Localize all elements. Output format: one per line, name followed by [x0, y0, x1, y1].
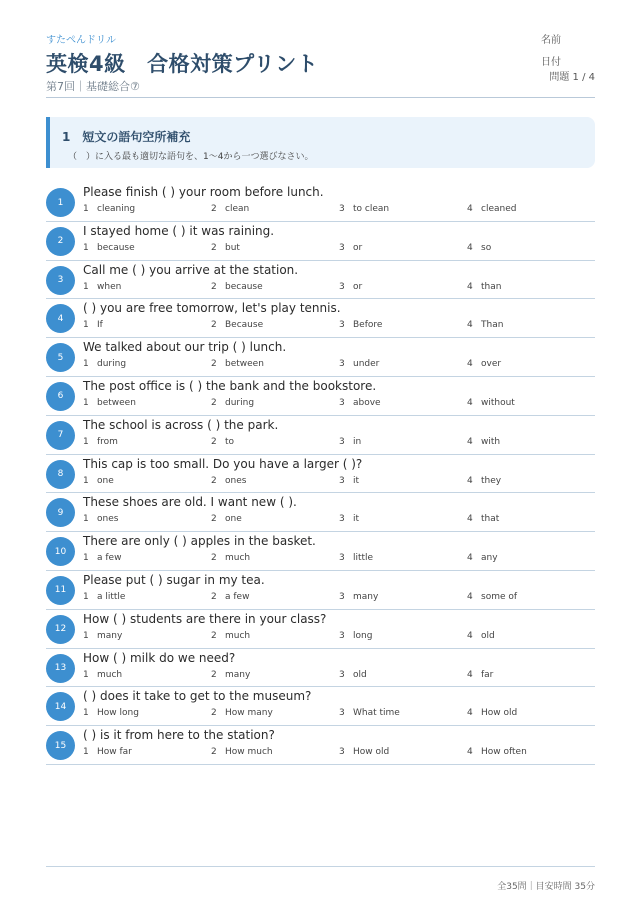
option-text: old	[353, 669, 367, 680]
question-row	[46, 377, 595, 416]
option-number: 3	[339, 320, 345, 331]
question-stem: There are only ( ) apples in the basket.	[83, 534, 316, 549]
option-text: to clean	[353, 204, 390, 214]
answer-option-4[interactable]	[467, 670, 493, 680]
option-text: How long	[97, 708, 139, 719]
option-text: a few	[225, 591, 250, 602]
question-row	[46, 610, 595, 649]
answer-option-1[interactable]	[83, 708, 139, 718]
option-number: 2	[211, 514, 217, 525]
option-number: 2	[211, 242, 217, 253]
question-row	[46, 183, 595, 222]
option-text: when	[97, 281, 122, 292]
option-text: over	[481, 359, 502, 370]
option-number: 1	[83, 591, 89, 602]
option-text: Than	[481, 320, 504, 331]
question-stem: These shoes are old. I want new ( ).	[83, 495, 297, 510]
section-number: 1	[62, 130, 71, 144]
answer-options	[83, 514, 595, 527]
question-stem: Please put ( ) sugar in my tea.	[83, 572, 265, 587]
answer-options	[83, 747, 595, 760]
question-stem: ( ) you are free tomorrow, let's play tennis.	[83, 301, 341, 316]
answer-option-1[interactable]	[83, 631, 122, 641]
option-text: than	[481, 281, 502, 292]
question-number-badge: 8	[46, 460, 75, 489]
answer-option-2[interactable]	[211, 514, 242, 524]
option-number: 4	[467, 397, 473, 408]
option-text: from	[97, 436, 118, 447]
option-text: much	[225, 553, 251, 564]
option-text: it	[353, 514, 360, 525]
answer-option-4[interactable]	[467, 631, 495, 641]
question-stem: The post office is ( ) the bank and the bookstore.	[83, 378, 377, 393]
question-row	[46, 532, 595, 571]
answer-option-3[interactable]	[339, 204, 389, 214]
option-text: some of	[481, 591, 518, 602]
answer-options	[83, 708, 595, 721]
option-number: 1	[83, 708, 89, 719]
answer-option-4[interactable]	[467, 553, 498, 563]
option-text: between	[97, 397, 136, 408]
question-number-badge: 2	[46, 227, 75, 256]
option-text: ones	[97, 514, 119, 525]
answer-option-2[interactable]	[211, 476, 246, 486]
answer-option-2[interactable]	[211, 708, 273, 718]
option-number: 1	[83, 553, 89, 564]
option-text: clean	[225, 204, 250, 214]
answer-option-3[interactable]	[339, 476, 359, 486]
answer-option-2[interactable]	[211, 553, 250, 563]
option-number: 4	[467, 553, 473, 564]
option-text: or	[353, 242, 363, 253]
option-number: 1	[83, 320, 89, 331]
option-text: How much	[225, 747, 273, 758]
answer-option-1[interactable]	[83, 670, 122, 680]
answer-option-2[interactable]	[211, 747, 273, 757]
option-number: 2	[211, 747, 217, 758]
option-text: in	[353, 436, 362, 447]
option-text: many	[353, 591, 379, 602]
option-number: 3	[339, 514, 345, 525]
option-text: with	[481, 436, 501, 447]
section-title-text: 短文の語句空所補充	[82, 130, 191, 144]
question-number-badge: 12	[46, 615, 75, 644]
option-text: many	[97, 630, 123, 641]
option-number: 4	[467, 359, 473, 370]
question-row	[46, 571, 595, 610]
option-text: because	[97, 242, 135, 253]
question-row	[46, 493, 595, 532]
section-instruction: （ ）に入る最も適切な語句を、1〜4から一つ選びなさい。	[68, 152, 314, 162]
option-number: 3	[339, 475, 345, 486]
answer-options	[83, 359, 595, 372]
answer-options	[83, 592, 595, 605]
answer-option-2[interactable]	[211, 359, 264, 369]
option-number: 2	[211, 436, 217, 447]
option-text: one	[225, 514, 242, 525]
option-number: 3	[339, 747, 345, 758]
answer-option-3[interactable]	[339, 670, 367, 680]
answer-option-4[interactable]	[467, 592, 517, 602]
date-label: 日付	[541, 57, 561, 68]
option-number: 2	[211, 320, 217, 331]
option-number: 2	[211, 397, 217, 408]
option-text: ones	[225, 475, 247, 486]
option-number: 2	[211, 553, 217, 564]
question-stem: How ( ) students are there in your class?	[83, 611, 327, 626]
answer-option-2[interactable]	[211, 282, 263, 292]
answer-options	[83, 398, 595, 411]
page-subtitle: 第7回｜基礎総合⑦	[46, 80, 140, 93]
option-number: 1	[83, 281, 89, 292]
option-text: without	[481, 397, 515, 408]
answer-option-1[interactable]	[83, 476, 114, 486]
question-number-badge: 15	[46, 731, 75, 760]
answer-options	[83, 243, 595, 256]
answer-option-2[interactable]	[211, 204, 249, 214]
option-text: it	[353, 475, 360, 486]
question-number-badge: 11	[46, 576, 75, 605]
option-number: 3	[339, 204, 345, 214]
answer-option-2[interactable]	[211, 631, 250, 641]
option-number: 3	[339, 397, 345, 408]
worksheet-header	[46, 28, 595, 98]
answer-options	[83, 320, 595, 333]
option-number: 2	[211, 669, 217, 680]
answer-option-4[interactable]	[467, 437, 500, 447]
option-number: 4	[467, 320, 473, 331]
brand-label: すたぺんドリル	[46, 35, 116, 46]
answer-option-1[interactable]	[83, 204, 135, 214]
answer-options	[83, 631, 595, 644]
answer-option-2[interactable]	[211, 437, 234, 447]
option-text: How old	[353, 747, 390, 758]
option-text: under	[353, 359, 380, 370]
question-stem: We talked about our trip ( ) lunch.	[83, 340, 287, 355]
option-number: 1	[83, 397, 89, 408]
option-text: or	[353, 281, 363, 292]
question-stem: Call me ( ) you arrive at the station.	[83, 262, 299, 277]
option-text: one	[97, 475, 114, 486]
answer-option-1[interactable]	[83, 359, 126, 369]
option-text: they	[481, 475, 502, 486]
answer-option-1[interactable]	[83, 514, 118, 524]
answer-options	[83, 670, 595, 683]
option-text: cleaning	[97, 204, 136, 214]
answer-option-3[interactable]	[339, 437, 361, 447]
question-stem: This cap is too small. Do you have a larger ( )?	[83, 456, 363, 471]
answer-option-1[interactable]	[83, 437, 118, 447]
option-text: during	[97, 359, 127, 370]
option-text: cleaned	[481, 204, 517, 214]
answer-option-3[interactable]	[339, 631, 372, 641]
answer-option-2[interactable]	[211, 398, 254, 408]
option-number: 4	[467, 708, 473, 719]
question-number-badge: 9	[46, 498, 75, 527]
option-number: 4	[467, 204, 473, 214]
option-number: 3	[339, 630, 345, 641]
question-row	[46, 338, 595, 377]
option-number: 4	[467, 747, 473, 758]
option-text: long	[353, 630, 373, 641]
question-number-badge: 6	[46, 382, 75, 411]
answer-options	[83, 282, 595, 295]
section-banner	[46, 117, 595, 168]
option-number: 3	[339, 708, 345, 719]
option-text: little	[353, 553, 374, 564]
question-number-badge: 3	[46, 266, 75, 295]
answer-option-1[interactable]	[83, 553, 121, 563]
question-row	[46, 649, 595, 688]
option-text: much	[97, 669, 123, 680]
question-row	[46, 455, 595, 494]
option-text: that	[481, 514, 500, 525]
option-number: 3	[339, 436, 345, 447]
question-stem: ( ) is it from here to the station?	[83, 728, 275, 743]
question-row	[46, 261, 595, 300]
answer-option-4[interactable]	[467, 747, 527, 757]
question-number-badge: 4	[46, 304, 75, 333]
option-number: 4	[467, 281, 473, 292]
answer-options	[83, 476, 595, 489]
option-number: 2	[211, 591, 217, 602]
answer-option-4[interactable]	[467, 282, 501, 292]
question-number-badge: 13	[46, 654, 75, 683]
option-number: 2	[211, 281, 217, 292]
option-text: so	[481, 242, 492, 253]
option-number: 4	[467, 242, 473, 253]
section-title	[62, 128, 190, 145]
answer-option-1[interactable]	[83, 320, 103, 330]
option-text: much	[225, 630, 251, 641]
option-text: above	[353, 397, 381, 408]
question-number-badge: 5	[46, 343, 75, 372]
answer-option-1[interactable]	[83, 282, 121, 292]
option-number: 1	[83, 359, 89, 370]
question-stem: ( ) does it take to get to the museum?	[83, 689, 312, 704]
option-text: How far	[97, 747, 132, 758]
option-text: What time	[353, 708, 400, 719]
option-text: a little	[97, 591, 126, 602]
answer-option-3[interactable]	[339, 398, 381, 408]
option-text: If	[97, 320, 103, 331]
option-number: 3	[339, 669, 345, 680]
answer-options	[83, 437, 595, 450]
option-number: 2	[211, 475, 217, 486]
page-indicator: 問題 1 / 4	[549, 72, 595, 83]
option-number: 4	[467, 436, 473, 447]
question-number-badge: 14	[46, 692, 75, 721]
option-text: How often	[481, 747, 527, 758]
option-number: 4	[467, 514, 473, 525]
answer-option-3[interactable]	[339, 553, 373, 563]
option-number: 4	[467, 669, 473, 680]
option-number: 1	[83, 669, 89, 680]
question-row	[46, 299, 595, 338]
answer-option-1[interactable]	[83, 592, 125, 602]
option-number: 1	[83, 436, 89, 447]
option-number: 3	[339, 281, 345, 292]
answer-option-3[interactable]	[339, 708, 400, 718]
answer-options	[83, 204, 595, 217]
question-number-badge: 10	[46, 537, 75, 566]
option-number: 1	[83, 514, 89, 525]
answer-option-1[interactable]	[83, 747, 132, 757]
answer-option-1[interactable]	[83, 243, 135, 253]
answer-option-2[interactable]	[211, 243, 240, 253]
option-number: 1	[83, 630, 89, 641]
question-number-badge: 1	[46, 188, 75, 217]
option-number: 1	[83, 204, 89, 214]
answer-option-4[interactable]	[467, 514, 499, 524]
option-text: many	[225, 669, 251, 680]
option-text: any	[481, 553, 498, 564]
question-stem: I stayed home ( ) it was raining.	[83, 223, 275, 238]
option-number: 3	[339, 553, 345, 564]
answer-option-3[interactable]	[339, 282, 362, 292]
question-row	[46, 222, 595, 261]
answer-option-4[interactable]	[467, 708, 517, 718]
answer-option-2[interactable]	[211, 592, 249, 602]
answer-option-2[interactable]	[211, 670, 250, 680]
question-stem: Please finish ( ) your room before lunch.	[83, 185, 324, 199]
option-number: 4	[467, 591, 473, 602]
answer-option-4[interactable]	[467, 204, 516, 214]
option-number: 2	[211, 708, 217, 719]
option-text: Because	[225, 320, 264, 331]
option-text: during	[225, 397, 255, 408]
question-row	[46, 687, 595, 726]
answer-option-4[interactable]	[467, 243, 491, 253]
answer-option-1[interactable]	[83, 398, 136, 408]
question-number-badge: 7	[46, 421, 75, 450]
option-text: between	[225, 359, 264, 370]
page-title: 英検4級 合格対策プリント	[46, 52, 319, 76]
answer-option-3[interactable]	[339, 243, 362, 253]
option-text: How many	[225, 708, 273, 719]
answer-option-4[interactable]	[467, 476, 501, 486]
answer-option-3[interactable]	[339, 747, 389, 757]
option-number: 2	[211, 630, 217, 641]
option-text: to	[225, 436, 235, 447]
question-row	[46, 726, 595, 765]
page-footer	[46, 866, 595, 892]
option-number: 3	[339, 591, 345, 602]
option-number: 1	[83, 747, 89, 758]
option-text: a few	[97, 553, 122, 564]
option-number: 1	[83, 475, 89, 486]
option-text: but	[225, 242, 240, 253]
question-list	[46, 183, 595, 765]
option-text: far	[481, 669, 494, 680]
option-number: 3	[339, 359, 345, 370]
answer-option-2[interactable]	[211, 320, 263, 330]
option-number: 2	[211, 359, 217, 370]
option-number: 4	[467, 475, 473, 486]
answer-options	[83, 553, 595, 566]
answer-option-4[interactable]	[467, 398, 515, 408]
option-text: old	[481, 630, 495, 641]
answer-option-4[interactable]	[467, 359, 501, 369]
question-row	[46, 416, 595, 455]
option-text: How old	[481, 708, 518, 719]
option-number: 4	[467, 630, 473, 641]
option-text: because	[225, 281, 263, 292]
option-number: 3	[339, 242, 345, 253]
name-label: 名前	[541, 35, 561, 46]
answer-option-4[interactable]	[467, 320, 503, 330]
option-number: 1	[83, 242, 89, 253]
question-stem: The school is across ( ) the park.	[83, 417, 279, 432]
answer-option-3[interactable]	[339, 592, 378, 602]
option-text: Before	[353, 320, 383, 331]
answer-option-3[interactable]	[339, 514, 359, 524]
question-stem: How ( ) milk do we need?	[83, 650, 236, 665]
answer-option-3[interactable]	[339, 359, 379, 369]
option-number: 2	[211, 204, 217, 214]
answer-option-3[interactable]	[339, 320, 382, 330]
footer-summary: 全35問｜目安時間 35分	[497, 882, 595, 892]
